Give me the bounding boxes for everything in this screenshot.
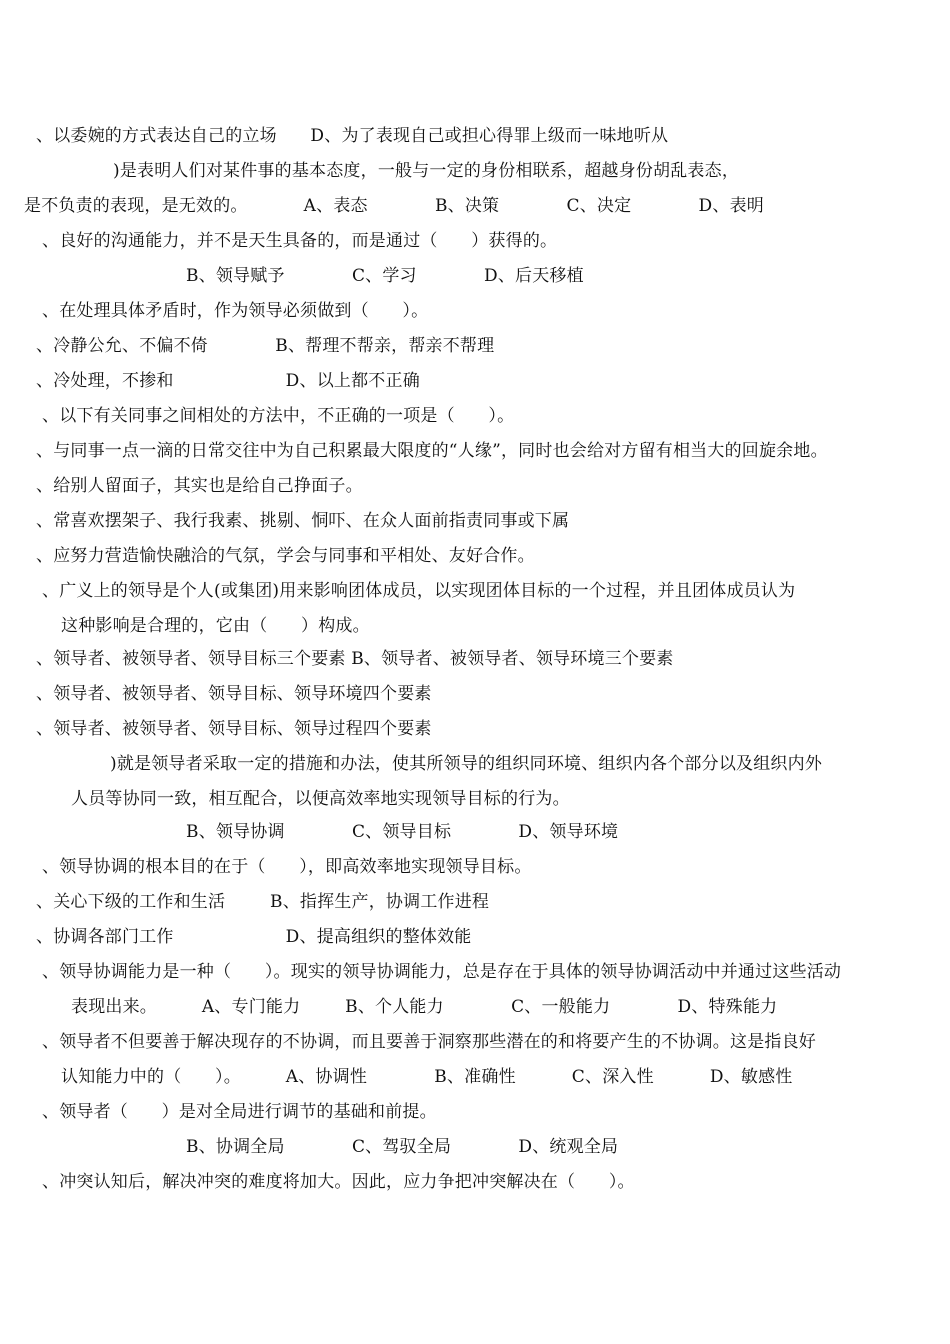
text-line: 、在处理具体矛盾时，作为领导必须做到（ ）。 xyxy=(42,301,429,321)
text-line: 、常喜欢摆架子、我行我素、挑剔、恫吓、在众人面前指责同事或下属 xyxy=(36,511,570,531)
text-line: 、广义上的领导是个人(或集团)用来影响团体成员，以实现团体目标的一个过程，并且团体成员认为 xyxy=(42,581,796,601)
text-line: 、领导者（ ）是对全局进行调节的基础和前提。 xyxy=(42,1102,437,1122)
text-line: 、冷静公允、不偏不倚 B、帮理不帮亲，帮亲不帮理 xyxy=(36,336,495,356)
text-line: 、冷处理，不掺和 D、以上都不正确 xyxy=(36,371,420,391)
text-line: 是不负责的表现，是无效的。 A、表态 B、决策 C、决定 D、表明 xyxy=(24,196,764,216)
text-line: 人员等协同一致，相互配合，以便高效率地实现领导目标的行为。 xyxy=(71,789,570,809)
text-line: 、领导协调的根本目的在于（ ），即高效率地实现领导目标。 xyxy=(42,857,532,877)
text-line: 认知能力中的（ ）。 A、协调性 B、准确性 C、深入性 D、敏感性 xyxy=(61,1067,793,1087)
text-line: 、协调各部门工作 D、提高组织的整体效能 xyxy=(36,927,472,947)
text-line: 、领导者、被领导者、领导目标、领导过程四个要素 xyxy=(36,719,432,739)
text-line: B、领导赋予 C、学习 D、后天移植 xyxy=(186,266,584,286)
text-line: 、以委婉的方式表达自己的立场 D、为了表现自己或担心得罪上级而一味地听从 xyxy=(36,126,669,146)
text-line: 这种影响是合理的，它由（ ）构成。 xyxy=(61,616,370,636)
text-line: B、协调全局 C、驾驭全局 D、统观全局 xyxy=(186,1137,619,1157)
text-line: 、冲突认知后，解决冲突的难度将加大。因此，应力争把冲突解决在（ ）。 xyxy=(42,1172,635,1192)
text-line: 、关心下级的工作和生活 B、指挥生产，协调工作进程 xyxy=(36,892,490,912)
text-line: 、良好的沟通能力，并不是天生具备的，而是通过（ ）获得的。 xyxy=(42,231,558,251)
text-line: 、给别人留面子，其实也是给自己挣面子。 xyxy=(36,476,363,496)
text-line: 、以下有关同事之间相处的方法中，不正确的一项是（ ）。 xyxy=(42,406,515,426)
text-line: )就是领导者采取一定的措施和办法，使其所领导的组织同环境、组织内各个部分以及组织内外 xyxy=(110,754,823,774)
text-line: 、领导协调能力是一种（ ）。现实的领导协调能力，总是存在于具体的领导协调活动中并通过这些活动 xyxy=(42,962,842,982)
text-line: 、应努力营造愉快融洽的气氛，学会与同事和平相处、友好合作。 xyxy=(36,546,535,566)
text-line: 、与同事一点一滴的日常交往中为自己积累最大限度的“人缘”，同时也会给对方留有相当大的回旋余地。 xyxy=(36,441,828,461)
text-line: 、领导者不但要善于解决现存的不协调，而且要善于洞察那些潜在的和将要产生的不协调。这是指良好 xyxy=(42,1032,816,1052)
text-line: 表现出来。 A、专门能力 B、个人能力 C、一般能力 D、特殊能力 xyxy=(71,997,778,1017)
text-line: )是表明人们对某件事的基本态度，一般与一定的身份相联系，超越身份胡乱表态， xyxy=(113,161,740,181)
text-line: B、领导协调 C、领导目标 D、领导环境 xyxy=(186,822,619,842)
text-line: 、领导者、被领导者、领导目标三个要素 B、领导者、被领导者、领导环境三个要素 xyxy=(36,649,674,669)
text-line: 、领导者、被领导者、领导目标、领导环境四个要素 xyxy=(36,684,432,704)
